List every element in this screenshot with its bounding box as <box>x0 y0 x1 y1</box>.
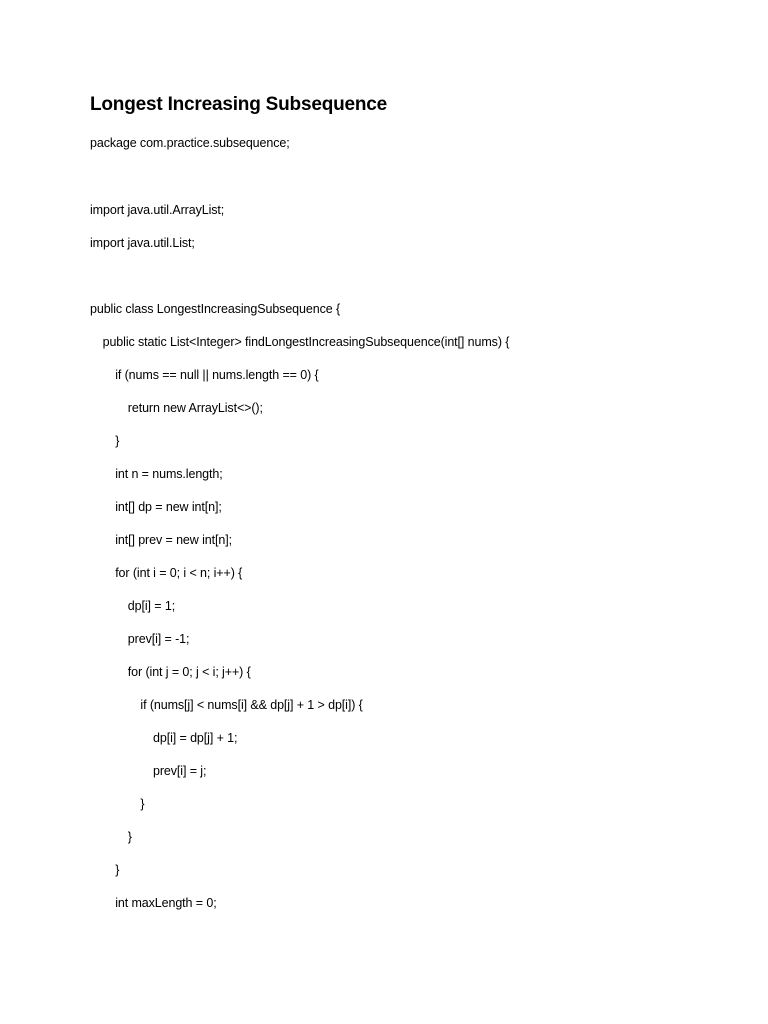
code-line: if (nums[j] < nums[i] && dp[j] + 1 > dp[i]) { <box>140 698 363 712</box>
code-line: } <box>115 863 120 877</box>
code-line: return new ArrayList<>(); <box>127 401 263 415</box>
code-line: if (nums == null || nums.length == 0) { <box>115 368 319 382</box>
code-line: } <box>115 434 120 448</box>
code-line: int maxLength = 0; <box>115 896 217 910</box>
document-title: Longest Increasing Subsequence <box>90 94 388 115</box>
code-line: public static List<Integer> findLongestIncreasingSubsequence(int[] nums) { <box>102 335 510 349</box>
code-line: for (int j = 0; j < i; j++) { <box>127 665 251 679</box>
code-line: prev[i] = j; <box>153 764 207 778</box>
code-line: prev[i] = -1; <box>127 632 190 646</box>
code-line: dp[i] = dp[j] + 1; <box>153 731 238 745</box>
code-line: } <box>140 797 145 811</box>
code-line: int n = nums.length; <box>115 467 223 481</box>
code-line: import java.util.List; <box>90 236 195 250</box>
code-line: int[] prev = new int[n]; <box>115 533 232 547</box>
code-line: package com.practice.subsequence; <box>90 136 290 150</box>
code-line: import java.util.ArrayList; <box>90 203 225 217</box>
code-line: for (int i = 0; i < n; i++) { <box>115 566 243 580</box>
code-line: } <box>127 830 132 844</box>
code-line: public class LongestIncreasingSubsequence { <box>90 302 341 316</box>
code-line: int[] dp = new int[n]; <box>115 500 222 514</box>
code-line: dp[i] = 1; <box>127 599 176 613</box>
